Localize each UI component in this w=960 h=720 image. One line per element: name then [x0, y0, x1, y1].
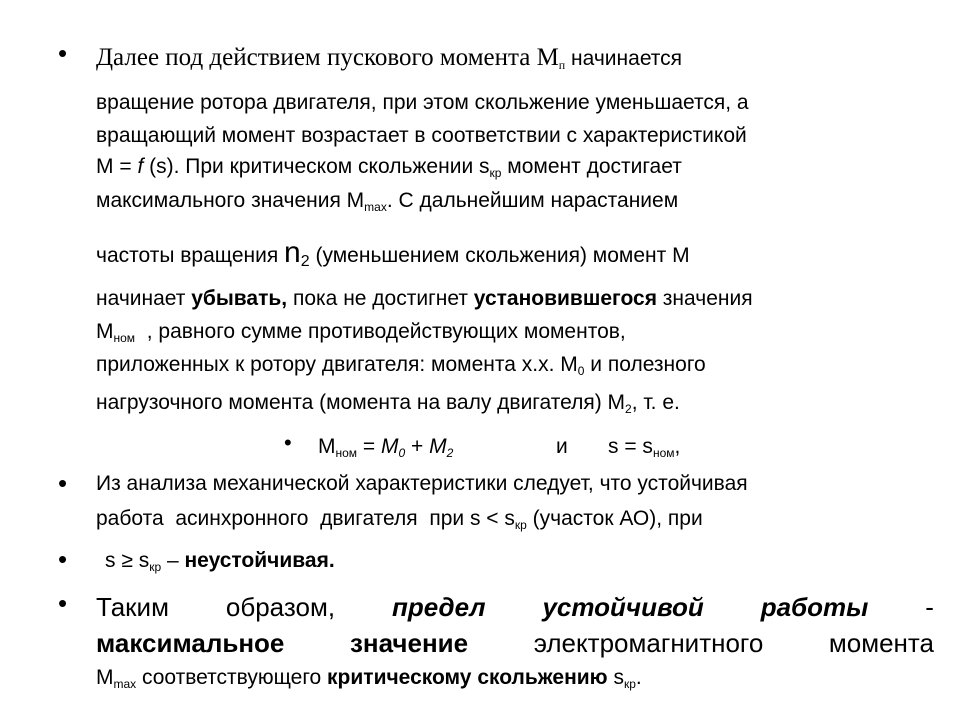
paragraph-1-line-2: вращение ротора двигателя, при этом скольжение уменьшается, а	[96, 91, 749, 114]
bullet-marker-1: •	[58, 38, 68, 68]
formula-s: $s = s_{ном}$,	[608, 435, 681, 460]
formula-and: и	[556, 435, 568, 458]
slide: • Далее под действием пускового момента $М_п$ начинается вращение ротора двигателя, при этом скольжение уменьшается, а вращающий момент возрастает в соответствии с характеристикой М = f (s). При критическом скольжении $s_{кр}$ момент достигает максимального значения $М_{max}$. С дальнейшим нарастанием частоты вращения $n_2$ (уменьшением скольжения) момент М начинает убывать, пока не достигнет установившегося значения $М_{ном}$ , равного сумме противодействующих моментов, приложенных к ротору двигателя: момента х.х. $М_0$ и полезного нагрузочного момента (момента на валу двигателя) $М_2$, т. е. • $М_{ном} = M_0 + M_2$ и $s = s_{ном}$, • Из анализа механической характеристики следует, что устойчивая работа асинхронного двигателя при $s < s_{кр}$ (участок АО), при • $s \ge s_{кр}$ – неустойчивая. • Таким образом, предел устойчивой работы - максимальное значение электромагнитного момента $М_{max}$ соответствующего критическому скольжению $s_{кр}$.	[58, 38, 934, 691]
paragraph-1-line-6: частоты вращения $n_2$ (уменьшением скольжения) момент М	[96, 236, 690, 270]
paragraph-1-line-3: вращающий момент возрастает в соответствии с характеристикой	[96, 124, 747, 147]
bullet-marker-2: •	[58, 468, 68, 498]
paragraph-4-line-3: $М_{max}$ соответствующего критическому скольжению $s_{кр}$.	[96, 666, 642, 691]
paragraph-4-line-1: Таким образом, предел устойчивой работы -	[96, 592, 934, 622]
paragraph-1-line-9: приложенных к ротору двигателя: момента х.х. $М_0$ и полезного	[96, 353, 706, 378]
paragraph-1-line-1: Далее под действием пускового момента $М_п$ начинается	[96, 44, 683, 72]
paragraph-1-line-8: $М_{ном}$ , равного сумме противодействующих моментов,	[96, 320, 626, 345]
paragraph-2-line-1: Из анализа механической характеристики следует, что устойчивая	[96, 472, 748, 495]
bullet-marker-3: •	[58, 544, 68, 574]
paragraph-2-line-2: работа асинхронного двигателя при $s < s_{кр}$ (участок АО), при	[96, 507, 703, 532]
bullet-marker-4: •	[58, 588, 68, 618]
paragraph-1-line-7: начинает убывать, пока не достигнет установившегося значения	[96, 287, 753, 310]
bullet-marker-formula: •	[284, 430, 292, 455]
paragraph-1-line-10: нагрузочного момента (момента на валу двигателя) $М_2$, т. е.	[96, 391, 680, 416]
paragraph-1-line-4: М = f (s). При критическом скольжении $s_{кр}$ момент достигает	[96, 155, 682, 180]
paragraph-1-line-5: максимального значения $М_{max}$. С дальнейшим нарастанием	[96, 189, 679, 214]
paragraph-4-line-2: максимальное значение электромагнитного момента	[96, 628, 934, 658]
